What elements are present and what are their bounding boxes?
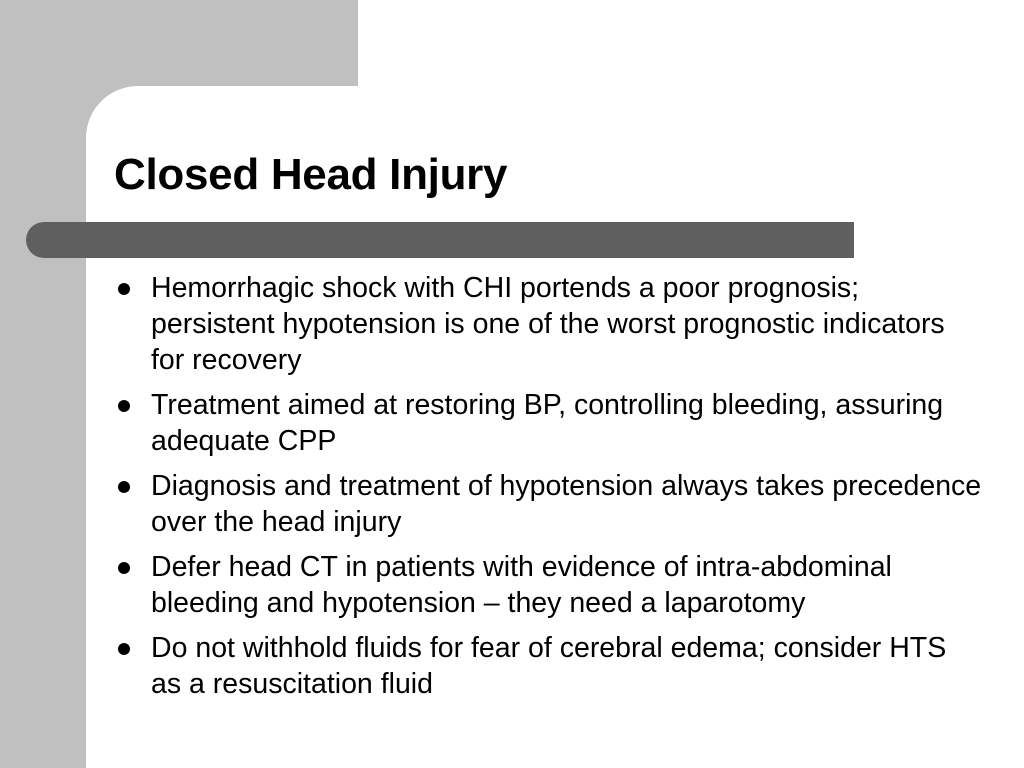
bullet-text: Treatment aimed at restoring BP, controlling bleeding, assuring adequate CPP bbox=[151, 389, 944, 457]
bullet-item bbox=[114, 549, 984, 621]
bullet-item bbox=[114, 468, 984, 540]
bullet-item bbox=[114, 270, 984, 378]
bullet-text: Diagnosis and treatment of hypotension always takes precedence over the head injury bbox=[151, 470, 982, 538]
bullet-item bbox=[114, 630, 984, 702]
bullet-dot-icon bbox=[118, 643, 130, 655]
bullet-dot-icon bbox=[118, 283, 130, 295]
left-decorative-panel bbox=[0, 0, 86, 768]
bullet-text: Hemorrhagic shock with CHI portends a poor prognosis; persistent hypotension is one of the worst prognostic indicators for recovery bbox=[151, 272, 945, 376]
bullet-item bbox=[114, 387, 984, 459]
bullet-dot-icon bbox=[118, 481, 130, 493]
bullet-dot-icon bbox=[118, 400, 130, 412]
bullet-text: Defer head CT in patients with evidence of intra-abdominal bleeding and hypotension – they need a laparotomy bbox=[151, 551, 892, 619]
bullet-list bbox=[114, 270, 984, 711]
bullet-dot-icon bbox=[118, 562, 130, 574]
title-divider-bar bbox=[26, 222, 854, 258]
slide-title: Closed Head Injury bbox=[114, 150, 508, 199]
bullet-text: Do not withhold fluids for fear of cerebral edema; consider HTS as a resuscitation fluid bbox=[151, 632, 947, 700]
top-decorative-panel bbox=[0, 0, 358, 86]
